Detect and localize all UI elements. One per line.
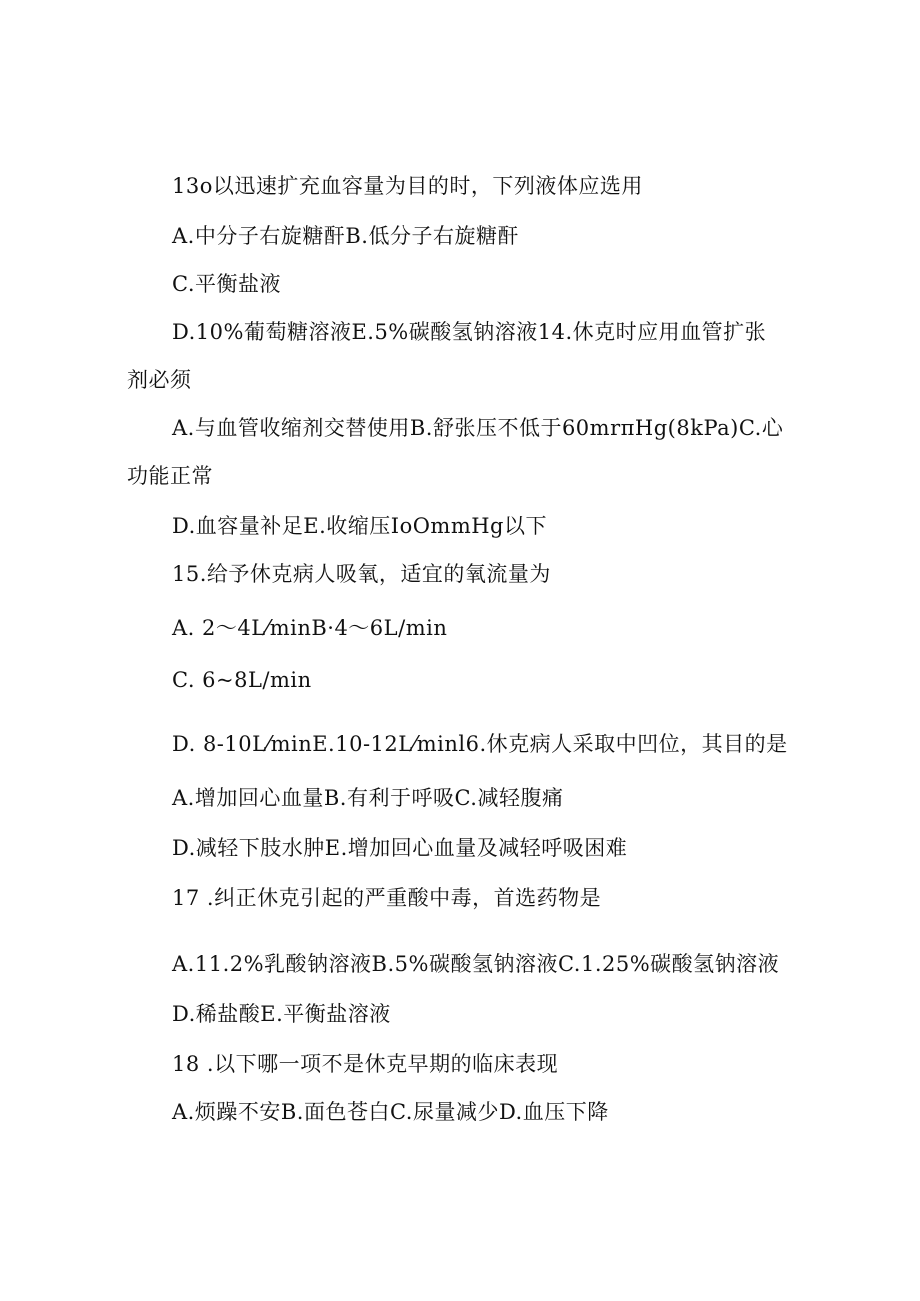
question-15-options-de-and-question-16-stem: D. 8-10L⁄minE.10-12L⁄minl6.休克病人采取中凹位，其目的是 (172, 732, 788, 756)
question-16-options-abc: A.增加回心血量B.有利于呼吸C.减轻腹痛 (172, 786, 564, 810)
question-17-stem: 17 .纠正休克引起的严重酸中毒，首选药物是 (172, 886, 602, 910)
question-14-option-c-continued: 功能正常 (127, 464, 213, 488)
question-13-option-c: C.平衡盐液 (172, 272, 281, 296)
question-17-options-de: D.稀盐酸E.平衡盐溶液 (172, 1002, 391, 1026)
question-17-options-abc: A.11.2%乳酸钠溶液B.5%碳酸氢钠溶液C.1.25%碳酸氢钠溶液 (172, 952, 780, 976)
question-18-options-abcd: A.烦躁不安B.面色苍白C.尿量减少D.血压下降 (172, 1100, 609, 1124)
question-18-stem: 18 .以下哪一项不是休克早期的临床表现 (172, 1052, 559, 1076)
question-15-option-c: C. 6~8L/min (172, 668, 312, 692)
question-14-options-abc: A.与血管收缩剂交替使用B.舒张压不低于60mrπHg(8kPa)C.心 (172, 416, 784, 440)
question-13-options-ab: A.中分子右旋糖酐B.低分子右旋糖酐 (172, 224, 519, 248)
question-15-stem: 15.给予休克病人吸氧，适宜的氧流量为 (172, 562, 551, 586)
question-13-options-de-and-question-14-stem: D.10%葡萄糖溶液E.5%碳酸氢钠溶液14.休克时应用血管扩张 (172, 320, 767, 344)
question-14-options-de: D.血容量补足E.收缩压IoOmmHg以下 (172, 514, 548, 538)
question-16-options-de: D.减轻下肢水肿E.增加回心血量及减轻呼吸困难 (172, 836, 628, 860)
question-13-stem: 13o以迅速扩充血容量为目的时，下列液体应选用 (172, 174, 643, 198)
question-14-stem-continued: 剂必须 (127, 368, 192, 392)
question-15-options-ab: A. 2～4L⁄minB·4～6L/min (172, 616, 448, 640)
